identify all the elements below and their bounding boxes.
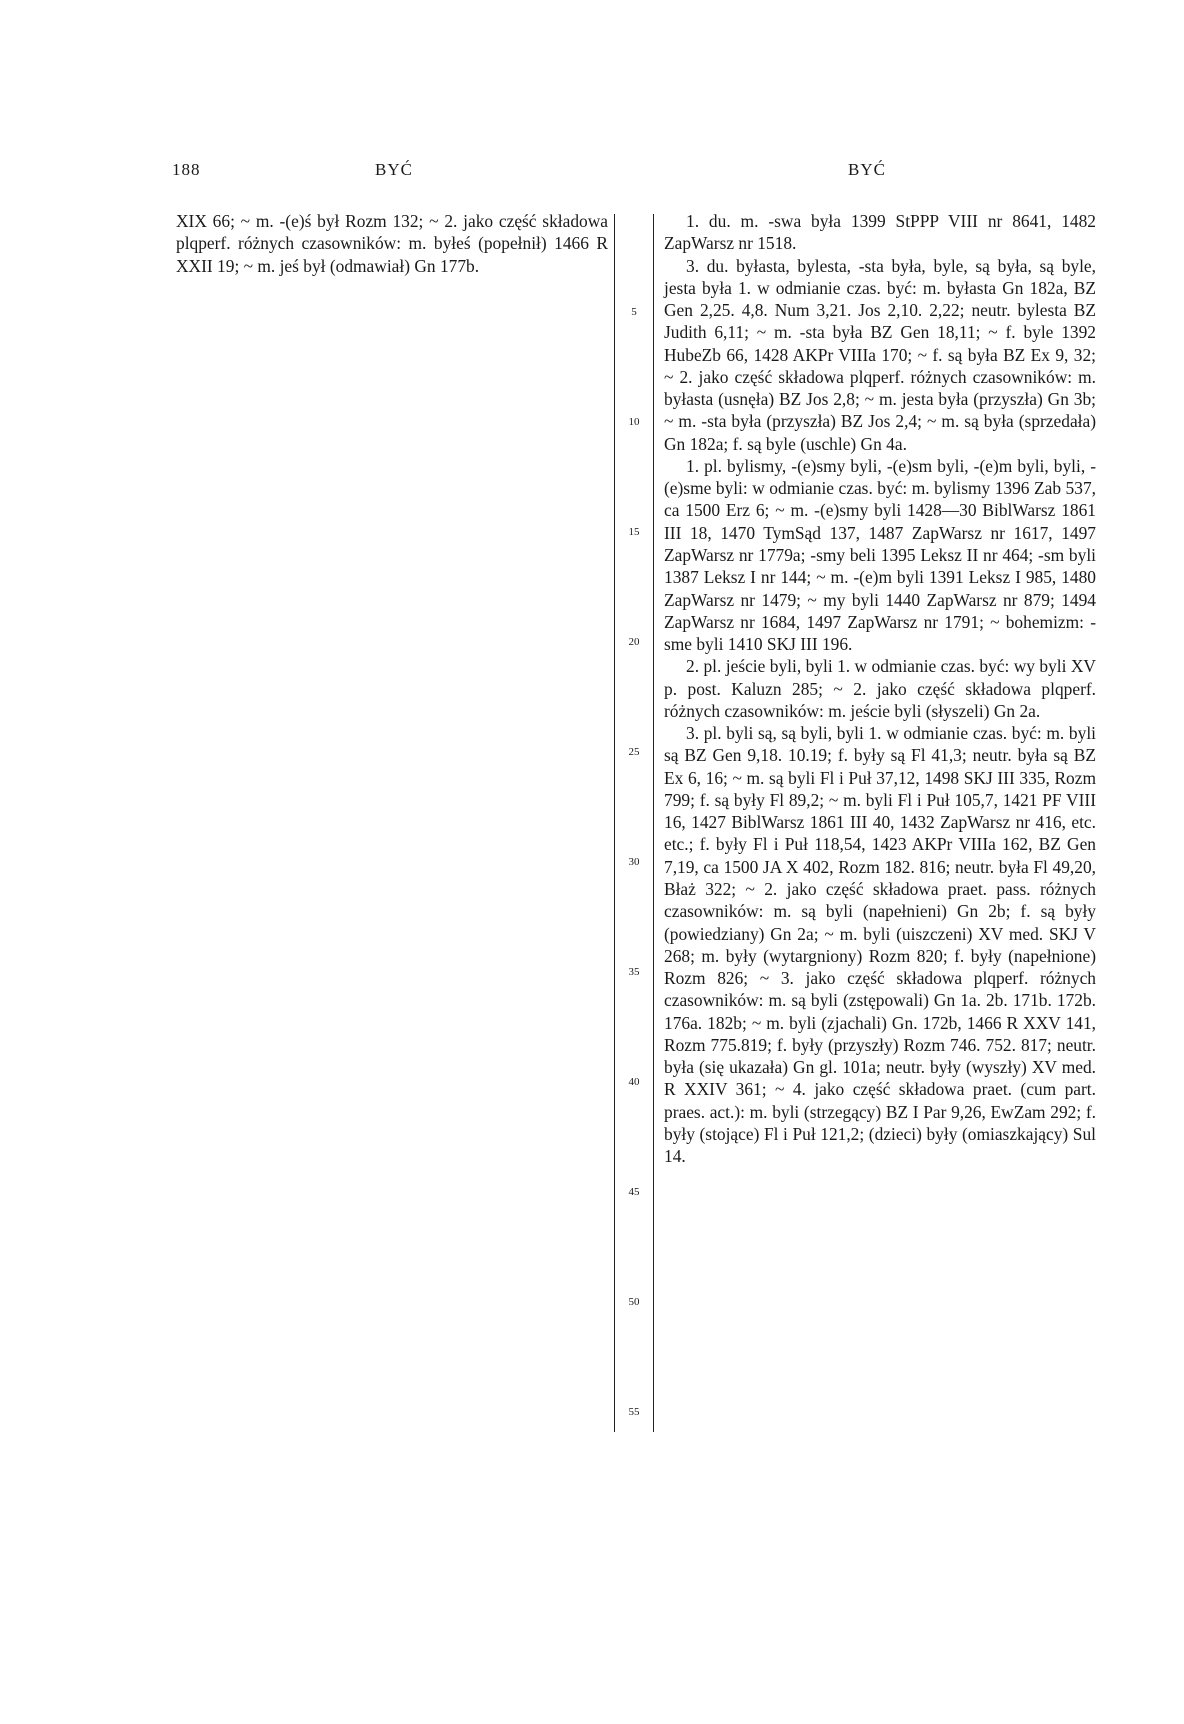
right-column <box>664 210 1096 1167</box>
line-number: 55 <box>628 1406 640 1418</box>
right-paragraph: 2. pl. jeście byli, byli 1. w odmianie czas. być: wy byli XV p. post. Kaluzn 285; ~ 2. jako część składowa plqperf. różnych czasowników: m. jeście byli (słyszeli) Gn 2a. <box>664 656 1096 721</box>
line-number: 45 <box>628 1186 640 1198</box>
right-paragraph: 3. pl. byli są, są byli, byli 1. w odmianie czas. być: m. byli są BZ Gen 9,18. 10.19; f. były są Fl 41,3; neutr. była są BZ Ex 6, 16; ~ m. są byli Fl i Puł 37,12, 1498 SKJ III 335, Rozm 799; f. są były Fl 89,2; ~ m. byli Fl i Puł 105,7, 1421 PF VIII 16, 1427 BiblWarsz 1861 III 40, 1432 ZapWarsz nr 416, etc. etc.; f. były Fl i Puł 118,54, 1423 AKPr VIIIa 162, BZ Gen 7,19, ca 1500 JA X 402, Rozm 182. 816; neutr. była Fl 49,20, Błaż 322; ~ 2. jako część składowa praet. pass. różnych czasowników: m. są byli (napełnieni) Gn 2b; f. są były (powiedziany) Gn 2a; ~ m. byli (uiszczeni) XV med. SKJ V 268; m. były (wytargniony) Rozm 820; f. były (napełnione) Rozm 826; ~ 3. jako część składowa plqperf. różnych czasowników: m. są byli (zstępowali) Gn 1a. 2b. 171b. 172b. 176a. 182b; ~ m. byli (zjachali) Gn. 172b, 1466 R XXV 141, Rozm 775.819; f. były (przyszły) Rozm 746. 752. 817; neutr. była (się ukazała) Gn gl. 101a; neutr. były (wyszły) XV med. R XXIV 361; ~ 4. jako część składowa praet. (cum part. praes. act.): m. byli (strzegący) BZ I Par 9,26, EwZam 292; f. były (stojące) Fl i Puł 121,2; (dzieci) były (omiaszkający) Sul 14. <box>664 723 1096 1167</box>
running-head-left: BYĆ <box>375 160 413 179</box>
right-paragraph: 3. du. byłasta, bylesta, -sta była, byle, są była, są byle, jesta była 1. w odmianie czas. być: m. byłasta Gn 182a, BZ Gen 2,25. 4,8. Num 3,21. Jos 2,10. 2,22; neutr. bylesta BZ Judith 6,11; ~ m. -sta była BZ Gen 18,11; ~ f. byle 1392 HubeZb 66, 1428 AKPr VIIIa 170; ~ f. są była BZ Ex 9, 32; ~ 2. jako część składowa plqperf. różnych czasowników: m. byłasta (usnęła) BZ Jos 2,8; ~ m. jesta była (przyszła) Gn 3b; ~ m. -sta była (przyszła) BZ Jos 2,4; ~ m. są była (sprzedała) Gn 182a; f. są byle (uschle) Gn 4a. <box>664 255 1096 454</box>
line-number: 35 <box>628 966 640 978</box>
line-number: 30 <box>628 856 640 868</box>
left-column <box>176 210 608 277</box>
line-number: 25 <box>628 746 640 758</box>
line-number: 5 <box>631 306 637 318</box>
line-number: 10 <box>628 416 640 428</box>
line-number: 40 <box>628 1076 640 1088</box>
running-head-right: BYĆ <box>848 160 886 179</box>
line-number: 15 <box>628 526 640 538</box>
line-number: 50 <box>628 1296 640 1308</box>
column-rule-left <box>614 214 615 1432</box>
right-paragraph: 1. du. m. -swa była 1399 StPPP VIII nr 8641, 1482 ZapWarsz nr 1518. <box>664 211 1096 254</box>
column-rule-right <box>653 214 654 1432</box>
line-number: 20 <box>628 636 640 648</box>
page-number: 188 <box>172 160 201 179</box>
left-paragraph: XIX 66; ~ m. -(e)ś był Rozm 132; ~ 2. jako część składowa plqperf. różnych czasowników: m. byłeś (popełnił) 1466 R XXII 19; ~ m. jeś był (odmawiał) Gn 177b. <box>176 211 608 276</box>
page-header <box>0 160 1184 190</box>
right-paragraph: 1. pl. bylismy, -(e)smy byli, -(e)sm byli, -(e)m byli, byli, -(e)sme byli: w odmianie czas. być: m. bylismy 1396 Zab 537, ca 1500 Erz 6; ~ m. -(e)smy byli 1428—30 BiblWarsz 1861 III 18, 1470 TymSąd 137, 1487 ZapWarsz nr 1617, 1497 ZapWarsz nr 1779a; -smy beli 1395 Leksz II nr 464; -sm byli 1387 Leksz I nr 144; ~ m. -(e)m byli 1391 Leksz I 985, 1480 ZapWarsz nr 1479; ~ my byli 1440 ZapWarsz nr 879; 1494 ZapWarsz nr 1684, 1497 ZapWarsz nr 1791; ~ bohemizm: -sme byli 1410 SKJ III 196. <box>664 455 1096 655</box>
